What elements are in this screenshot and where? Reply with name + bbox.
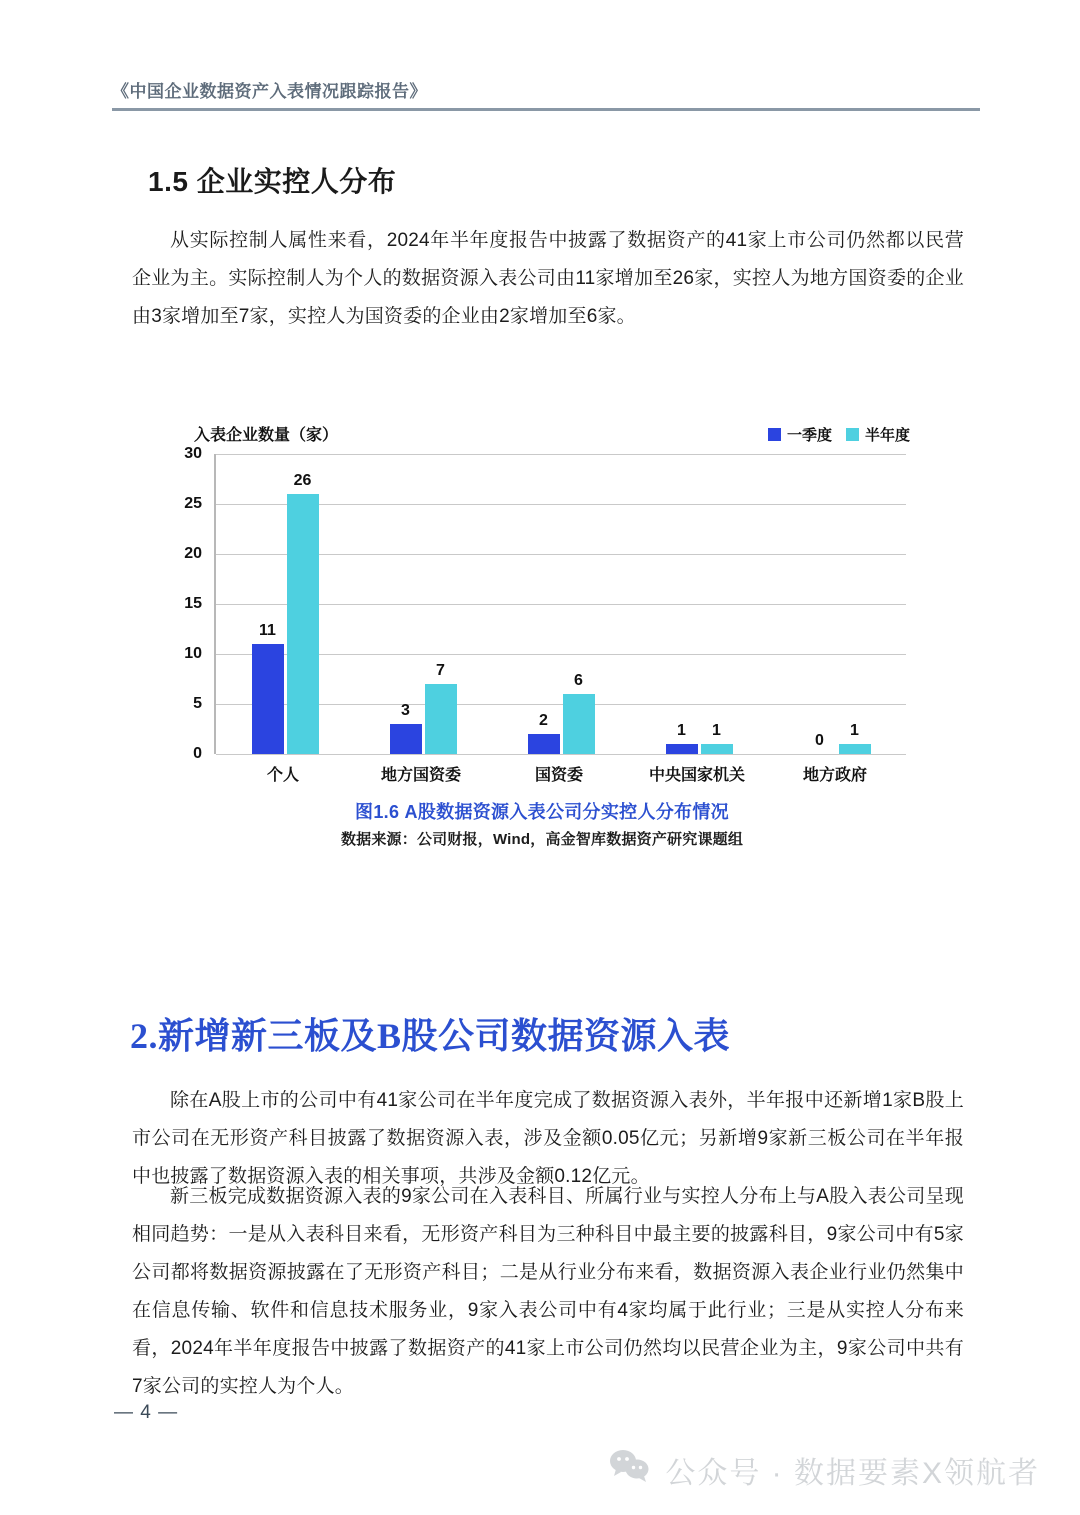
chart-bar [390, 702, 422, 754]
chart-y-tick: 30 [184, 445, 202, 462]
paragraph-新增入表概述: 除在A股上市的公司中有41家公司在半年度完成了数据资源入表外，半年报中还新增1家B股上市公司在无形资产科目披露了数据资源入表，涉及金额0.05亿元；另新增9家新三板公司在半年报中也披露了数据资源入表的相关事项，共涉及金额0.12亿元。 [132, 1090, 964, 1187]
chart-bar [252, 622, 284, 754]
chart-bar [563, 672, 595, 754]
chart-x-tick: 个人 [266, 767, 299, 784]
figure-caption: 图1.6 A股数据资源入表公司分实控人分布情况 [355, 802, 729, 822]
chart-y-tick: 5 [193, 695, 202, 712]
chart-bar [666, 722, 698, 754]
chart-bar-value: 11 [259, 622, 276, 639]
legend-label-h1: 半年度 [864, 427, 910, 444]
chart-y-tick: 10 [184, 645, 202, 662]
chart-y-tick: 20 [184, 545, 202, 562]
chart-bar [287, 472, 319, 754]
legend-swatch-q1 [768, 428, 781, 441]
chart-bar-group [354, 454, 492, 754]
chart-bar [425, 662, 457, 754]
legend-item-q1 [768, 424, 832, 445]
chart-bar-value: 7 [436, 662, 445, 679]
chart-x-tick: 地方政府 [802, 767, 867, 784]
chart-y-axis-label: 入表企业数量（家） [194, 427, 339, 444]
legend-label-q1: 一季度 [786, 427, 832, 444]
legend-swatch-h1 [846, 428, 859, 441]
bar-chart [132, 412, 952, 852]
section-heading-1-5: 1.5 企业实控人分布 [148, 166, 397, 197]
running-header [112, 82, 980, 111]
chart-x-tick: 国资委 [534, 767, 583, 784]
wechat-icon [609, 1448, 651, 1492]
watermark-text: 公众号 · 数据要素X领航者 [665, 1457, 1040, 1490]
section-heading-2: 2.新增新三板及B股公司数据资源入表 [130, 1016, 731, 1056]
report-title: 《中国企业数据资产入表情况跟踪报告》 [112, 82, 427, 101]
page-number: — 4 — [114, 1402, 179, 1423]
chart-y-tick: 15 [184, 595, 202, 612]
header-divider [112, 108, 980, 111]
chart-bar-value: 0 [815, 732, 824, 749]
chart-bar-group [492, 454, 630, 754]
chart-bar-value: 3 [401, 702, 410, 719]
watermark [609, 1448, 1040, 1492]
chart-y-tick: 25 [184, 495, 202, 512]
paragraph-新三板趋势: 新三板完成数据资源入表的9家公司在入表科目、所属行业与实控人分布上与A股入表公司呈现相同趋势：一是从入表科目来看，无形资产科目为三种科目中最主要的披露科目，9家公司中有5家公司都将数据资源披露在了无形资产科目；二是从行业分布来看，数据资源入表企业行业仍然集中在信息传输、软件和信息技术服务业，9家入表公司中有4家均属于此行业；三是从实控人分布来看，2024年半年度报告中披露了数据资产的41家上市公司仍然均以民营企业为主，9家公司中共有7家公司的实控人为个人。 [132, 1186, 964, 1397]
chart-bar [701, 722, 733, 754]
chart-bar-value: 6 [574, 672, 583, 689]
legend-item-h1 [846, 424, 910, 445]
chart-bar [839, 722, 871, 754]
chart-bar-groups [216, 454, 906, 754]
chart-bar-group [216, 454, 354, 754]
chart-y-tick: 0 [193, 745, 202, 762]
chart-bar-value: 1 [712, 722, 721, 739]
chart-x-tick: 中央国家机关 [648, 767, 745, 784]
figure-source: 数据来源：公司财报，Wind，高金智库数据资产研究课题组 [340, 831, 744, 848]
chart-bar-value: 1 [677, 722, 686, 739]
chart-bar-value: 2 [539, 712, 548, 729]
paragraph-实控人分布: 从实际控制人属性来看，2024年半年度报告中披露了数据资产的41家上市公司仍然都以民营企业为主。实际控制人为个人的数据资源入表公司由11家增加至26家，实控人为地方国资委的企业由3家增加至7家，实控人为国资委的企业由2家增加至6家。 [132, 230, 964, 327]
chart-gridline [193, 745, 906, 762]
chart-x-axis-labels [214, 762, 904, 785]
chart-bar-group [630, 454, 768, 754]
chart-plot-area [184, 445, 906, 762]
chart-bar-value: 1 [850, 722, 859, 739]
chart-x-tick: 地方国资委 [380, 767, 461, 784]
chart-bar-group [768, 454, 906, 754]
chart-bar-value: 26 [293, 472, 312, 489]
chart-legend [768, 424, 910, 445]
chart-bar [528, 712, 560, 754]
